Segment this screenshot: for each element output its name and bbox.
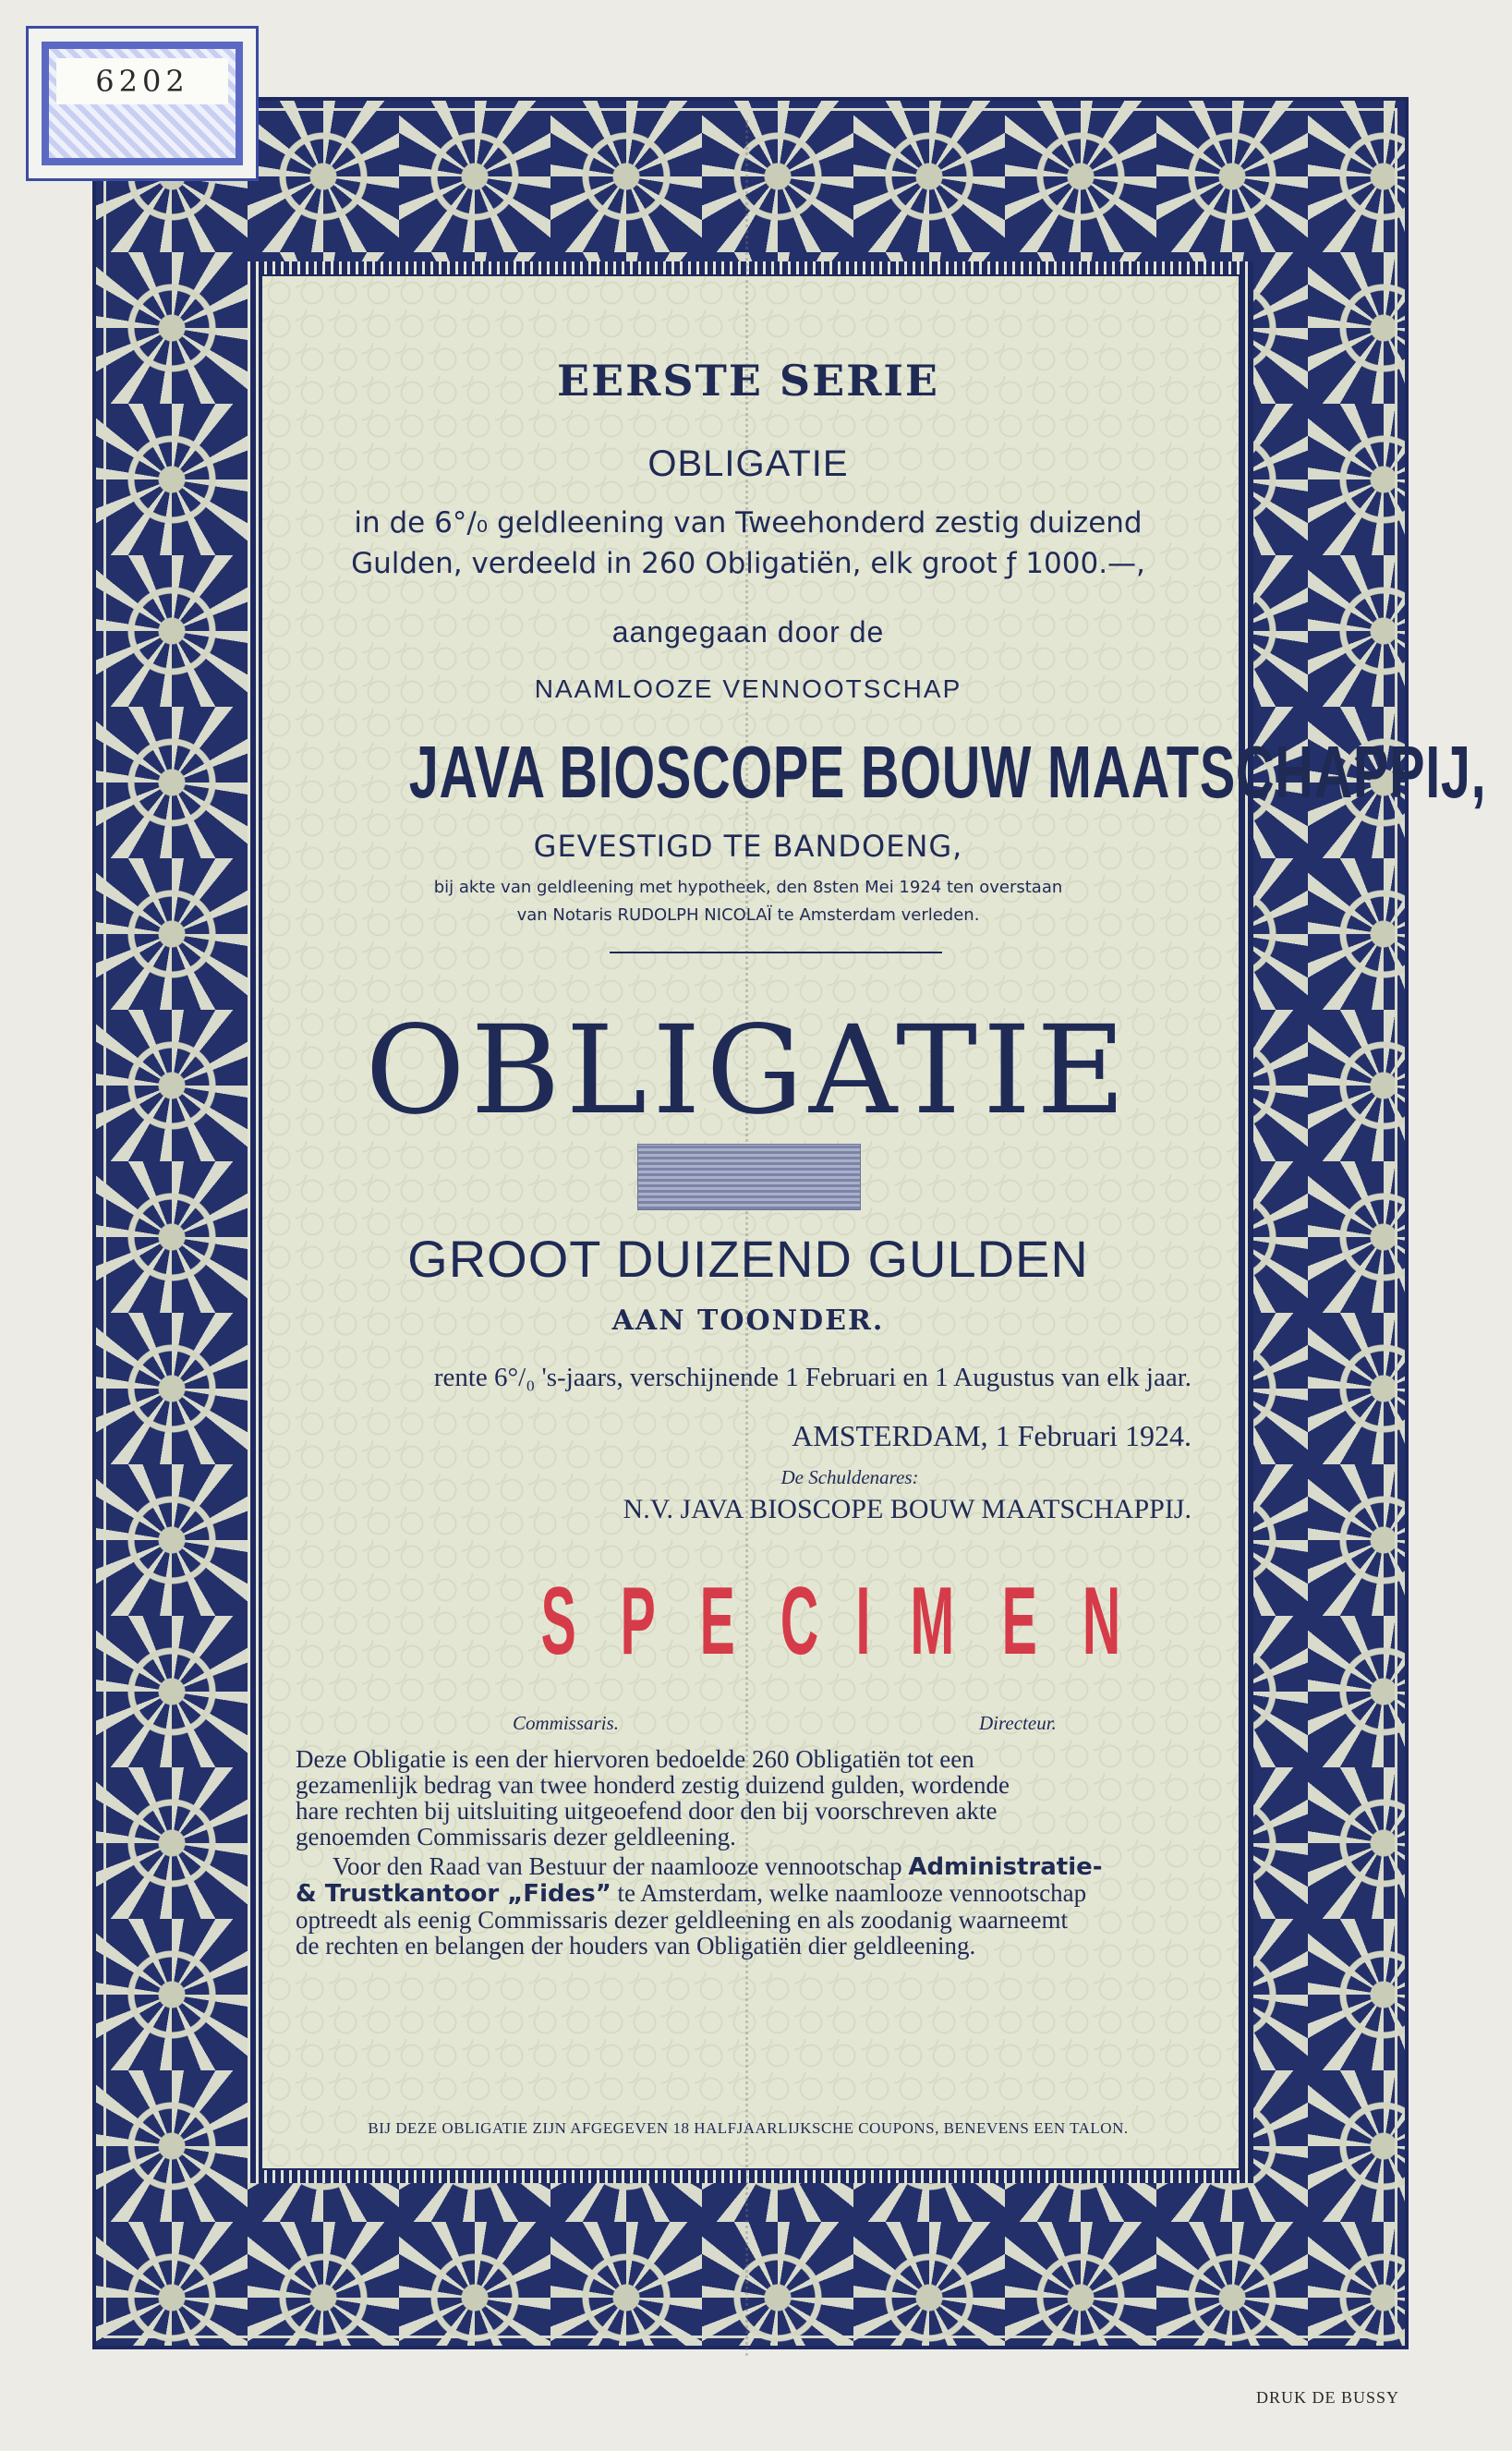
trust-name-part-2: & Trustkantoor „Fides” bbox=[296, 1880, 611, 1908]
debtor-name: N.V. JAVA BIOSCOPE BOUW MAATSCHAPPIJ. bbox=[623, 1494, 1191, 1524]
company-seat: GEVESTIGD TE BANDOENG, bbox=[533, 829, 963, 864]
specimen-letter: M bbox=[909, 1567, 954, 1675]
main-title: OBLIGATIE bbox=[365, 1000, 1131, 1142]
paragraph-line: genoemden Commissaris dezer geldleening. bbox=[296, 1823, 736, 1850]
paragraph-line: Deze Obligatie is een der hiervoren bedoelde 260 Obligatiën tot een bbox=[296, 1745, 974, 1773]
debtor-label: De Schuldenares: bbox=[780, 1466, 919, 1488]
specimen-letter: E bbox=[699, 1567, 735, 1675]
series-title: EERSTE SERIE bbox=[557, 356, 939, 406]
face-value: GROOT DUIZEND GULDEN bbox=[407, 1230, 1089, 1288]
paragraph-commissaris bbox=[296, 1746, 1191, 1850]
heading-obligatie: OBLIGATIE bbox=[647, 443, 849, 484]
loan-description-line-1: in de 6°/₀ geldleening van Tweehonderd zestig duizend bbox=[354, 506, 1143, 540]
bearer-label: AAN TOONDER. bbox=[611, 1304, 885, 1337]
company-type: NAAMLOOZE VENNOOTSCHAP bbox=[534, 674, 962, 703]
paragraph-line: hare rechten bij uitsluiting uitgeoefend door den bij voorschreven akte bbox=[296, 1797, 998, 1825]
signature-directeur: Directeur. bbox=[979, 1712, 1057, 1734]
paragraph-line bbox=[296, 1880, 1191, 1907]
deed-line-2: van Notaris RUDOLPH NICOLAÏ te Amsterdam verleden. bbox=[516, 905, 980, 925]
specimen-overprint bbox=[526, 1567, 1136, 1675]
trust-name-part-1: Administratie- bbox=[908, 1853, 1103, 1881]
specimen-letter: E bbox=[1001, 1567, 1037, 1675]
specimen-letter: S bbox=[540, 1567, 576, 1675]
paragraph-board bbox=[296, 1853, 1191, 1959]
divider-rule bbox=[610, 952, 942, 953]
paragraph-line: gezamenlijk bedrag van twee honderd zestig duizend gulden, wordende bbox=[296, 1771, 1010, 1799]
paragraph-line bbox=[296, 1853, 1191, 1880]
coupon-note: BIJ DEZE OBLIGATIE ZIJN AFGEGEVEN 18 HALFJAARLIJKSCHE COUPONS, BENEVENS EEN TALON. bbox=[368, 2119, 1129, 2137]
loan-description-line-2: Gulden, verdeeld in 260 Obligatiën, elk groot ƒ 1000.—, bbox=[351, 547, 1145, 580]
deed-line-1: bij akte van geldleening met hypotheek, den 8sten Mei 1924 ten overstaan bbox=[433, 878, 1063, 897]
value-bar bbox=[637, 1144, 861, 1210]
paragraph-line: optreedt als eenig Commissaris dezer geldleening en als zoodanig waarneemt bbox=[296, 1906, 1068, 1934]
specimen-letter: I bbox=[855, 1567, 871, 1675]
board-text: Voor den Raad van Bestuur der naamlooze vennootschap bbox=[333, 1852, 909, 1880]
interest-terms: rente 6°/₀ 's-jaars, verschijnende 1 Februari en 1 Augustus van elk jaar. bbox=[433, 1363, 1191, 1392]
board-text: te Amsterdam, welke naamlooze vennootschap bbox=[611, 1879, 1087, 1907]
paragraph-line: de rechten en belangen der houders van Obligatiën dier geldleening. bbox=[296, 1932, 976, 1960]
entered-by: aangegaan door de bbox=[611, 615, 885, 649]
specimen-letter: C bbox=[780, 1567, 819, 1675]
place-and-date: AMSTERDAM, 1 Februari 1924. bbox=[792, 1419, 1191, 1452]
signature-commissaris: Commissaris. bbox=[513, 1712, 619, 1734]
certificate-number: 6202 bbox=[56, 58, 228, 104]
specimen-letter: P bbox=[620, 1567, 656, 1675]
specimen-letter: N bbox=[1082, 1567, 1121, 1675]
company-name: JAVA BIOSCOPE BOUW MAATSCHAPPIJ, bbox=[408, 731, 1487, 813]
printer-mark: DRUK DE BUSSY bbox=[1255, 2388, 1399, 2407]
